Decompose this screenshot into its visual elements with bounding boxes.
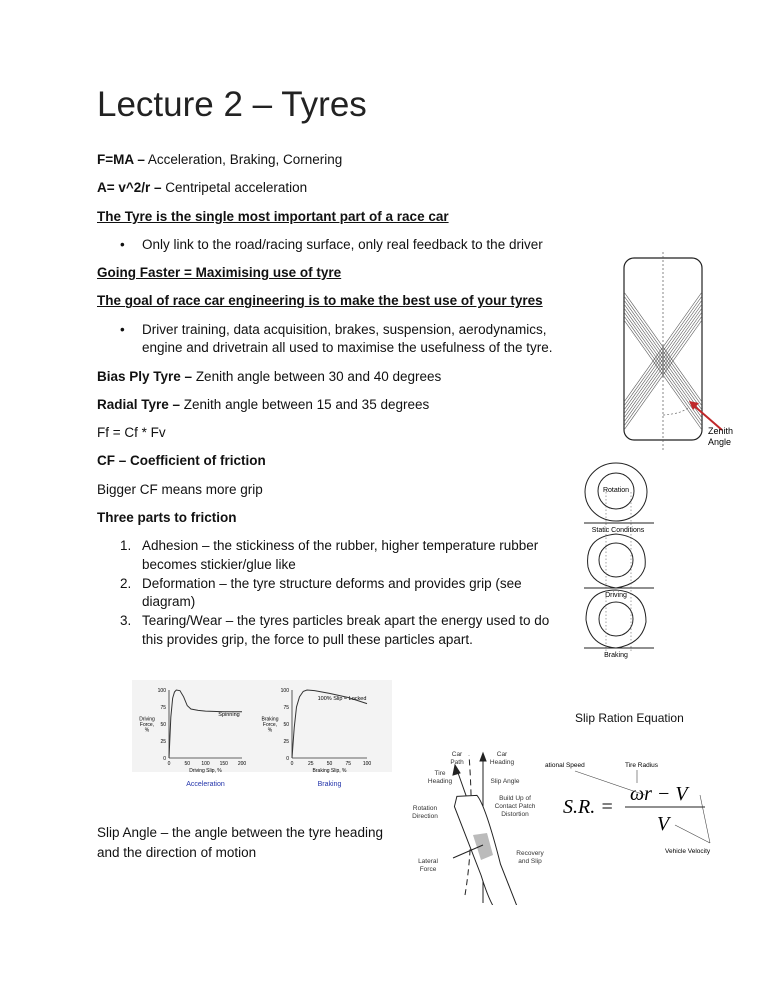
x-tick-label: 150: [219, 761, 228, 767]
x-axis-label: Braking Slip, %: [312, 768, 347, 774]
x-tick-label: 75: [345, 761, 352, 767]
slip-force-charts: [132, 680, 392, 790]
list-item-3: [97, 612, 567, 649]
y-tick-label: 100: [157, 688, 166, 694]
rotation-direction-label: Rotation: [412, 805, 438, 812]
y-tick-label: 0: [286, 756, 289, 762]
list-item: Tearing/Wear – the tyres particles break apart the energy used to do this provides grip, the force to pull these particles apart.: [142, 613, 550, 647]
recovery-label-2: and Slip: [518, 858, 542, 865]
car-heading-label: Car: [496, 751, 508, 758]
bullet-1-text: Only link to the road/racing surface, only real feedback to the driver: [142, 236, 543, 252]
three-heading: Three parts to friction: [97, 510, 237, 526]
tire-heading-label: Tire: [434, 770, 446, 777]
formula-denominator: V: [657, 813, 670, 835]
x-tick-label: 0: [167, 761, 171, 767]
heading-goal: The goal of race car engineering is to make the best use of your tyres: [97, 293, 543, 309]
tire-radius-label: Tire Radius: [625, 762, 658, 769]
list-item-1: [97, 537, 567, 574]
y-tick-label: 100: [280, 688, 289, 694]
chart-annotation: Spinning: [218, 711, 240, 718]
x-tick-label: 200: [237, 761, 247, 767]
slip-angle-diagram: [405, 745, 565, 905]
vehicle-velocity-label: Vehicle Velocity: [665, 848, 711, 855]
tyre-deformation-diagram: [580, 462, 660, 662]
list-num-2: 2.: [120, 575, 132, 591]
bullet-marker: •: [120, 321, 125, 337]
car-path-label-2: Path: [450, 759, 464, 766]
x-tick-label: 0: [290, 761, 294, 767]
y-tick-label: 25: [160, 739, 166, 745]
bigger-line: Bigger CF means more grip: [97, 481, 263, 497]
chart-title: Braking: [317, 781, 342, 788]
rotation-direction-label-2: Direction: [412, 813, 438, 820]
x-tick-label: 50: [326, 761, 333, 767]
rotational-speed-label: ational Speed: [545, 762, 585, 769]
bullet-2: [97, 321, 567, 358]
y-tick-label: 50: [160, 722, 166, 728]
list-item-2: [97, 575, 567, 612]
page-title: Lecture 2 – Tyres: [97, 85, 367, 124]
recovery-label: Recovery: [516, 850, 544, 857]
y-axis-label: Driving: [139, 716, 155, 723]
chart-annotation: 100% Slip = Locked: [317, 696, 367, 703]
x-axis-label: Driving Slip, %: [189, 768, 222, 774]
ff-line: Ff = Cf * Fv: [97, 425, 166, 441]
zenith-angle-diagram: [610, 252, 740, 452]
static-label: Static Conditions: [591, 527, 645, 534]
slip-ratio-formula: [545, 755, 745, 855]
y-axis-label: %: [267, 727, 273, 734]
x-tick-label: 100: [201, 761, 210, 767]
y-tick-label: 75: [160, 705, 166, 711]
list-item: Adhesion – the stickiness of the rubber, higher temperature rubber becomes stickier/glue like: [142, 538, 539, 573]
y-tick-label: 25: [283, 739, 289, 745]
lateral-force-label: Lateral: [418, 858, 438, 865]
x-tick-label: 50: [184, 761, 191, 767]
braking-label: Braking: [604, 652, 628, 659]
x-tick-label: 100: [362, 761, 372, 767]
formula-lhs: S.R. =: [563, 796, 614, 818]
driving-label: Driving: [605, 592, 627, 599]
formula-numerator: ωr − V: [630, 783, 688, 805]
bias-line: Bias Ply Tyre – Zenith angle between 30 and 40 degrees: [97, 368, 442, 384]
car-heading-label-2: Heading: [489, 759, 515, 766]
slip-ration-label: Slip Ration Equation: [575, 711, 684, 725]
centripetal-line: A= v^2/r – Centripetal acceleration: [97, 180, 308, 196]
angle-label: Angle: [708, 437, 732, 447]
bullet-marker: •: [120, 236, 125, 252]
chart-title: Acceleration: [186, 781, 225, 788]
y-tick-label: 0: [163, 756, 166, 762]
y-axis-label: Force,: [262, 722, 278, 729]
slip-angle-label: Slip Angle: [490, 778, 520, 785]
y-axis-label: Braking: [261, 716, 279, 723]
list-num-1: 1.: [120, 538, 132, 554]
x-tick-label: 25: [307, 761, 314, 767]
buildup-label: Build Up of: [499, 795, 531, 802]
zenith-label: Zenith: [708, 426, 734, 436]
lateral-force-label-2: Force: [419, 866, 437, 873]
cf-heading: CF – Coefficient of friction: [97, 453, 266, 469]
document-body: [97, 151, 567, 650]
buildup-label-2: Contact Patch: [494, 803, 536, 810]
friction-list: [97, 537, 567, 649]
slip-angle-text: Slip Angle – the angle between the tyre heading and the direction of motion: [97, 825, 383, 860]
heading-faster: Going Faster = Maximising use of tyre: [97, 265, 342, 281]
tire-heading-label-2: Heading: [427, 778, 453, 785]
radial-line: Radial Tyre – Zenith angle between 15 and 35 degrees: [97, 396, 430, 412]
list-item: Deformation – the tyre structure deforms and provides grip (see diagram): [142, 575, 522, 610]
list-num-3: 3.: [120, 613, 132, 629]
heading-single: The Tyre is the single most important part of a race car: [97, 208, 449, 224]
y-axis-label: %: [144, 727, 150, 734]
rotation-label: Rotation: [602, 487, 630, 494]
y-axis-label: Force,: [139, 722, 155, 729]
fma-line: F=MA – Acceleration, Braking, Cornering: [97, 152, 343, 167]
y-tick-label: 50: [283, 722, 289, 728]
buildup-label-3: Distortion: [501, 811, 529, 818]
y-tick-label: 75: [283, 705, 289, 711]
bullet-2-text: Driver training, data acquisition, brakes, suspension, aerodynamics, engine and drivetrain all used to maximise the usefulness of the tyre.: [142, 321, 553, 356]
car-path-label: Car: [451, 751, 463, 758]
bullet-1: [97, 236, 567, 255]
